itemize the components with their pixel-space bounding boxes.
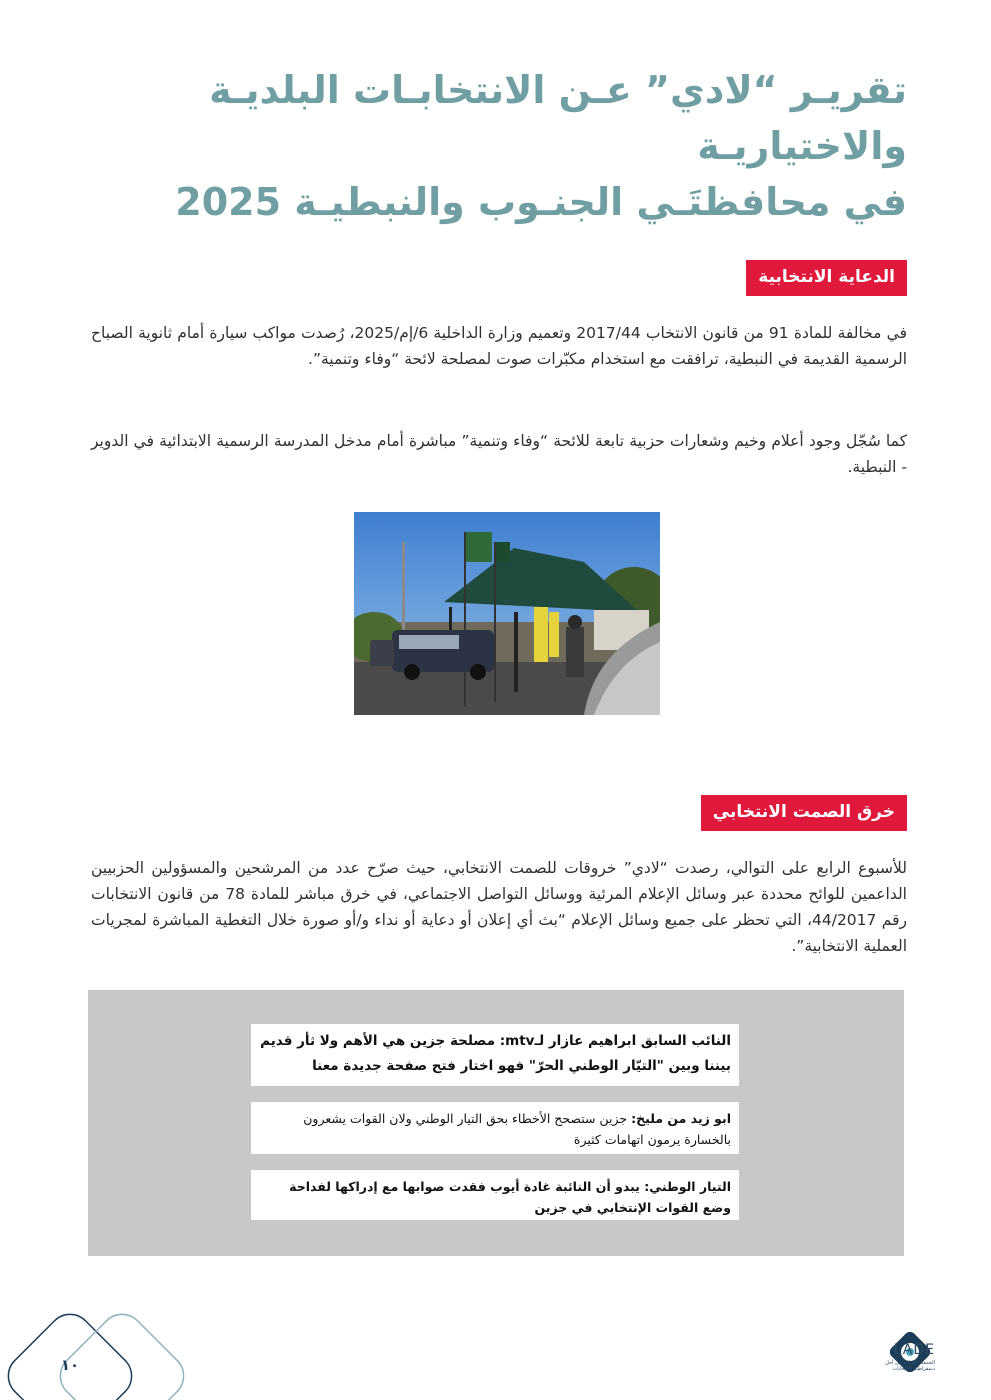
title-line-2: في محافظتَـي الجنـوب والنبطيـة 2025 <box>175 180 907 224</box>
title-line-1: تقريـر “لادي” عـن الانتخابـات البلديـة والاختياريـة <box>209 68 907 168</box>
section-tag-electoral-campaigning: الدعاية الانتخابية <box>746 260 907 296</box>
headline-abu-zeid-lead: ابو زيد من مليخ: <box>631 1111 731 1126</box>
section-tag-silence-violation: خرق الصمت الانتخابي <box>701 795 907 831</box>
paragraph-flags-tents: كما سُجّل وجود أعلام وخيم وشعارات حزبية تابعة للائحة “وفاء وتنمية” مباشرة أمام مدخل المدرسة الرسمية الابتدائية في الدوير - النبطية. <box>91 432 907 476</box>
decorative-diamonds-icon <box>0 1290 200 1400</box>
logo-subtitle: الجمعية اللبنانية من أجل ديمقراطية الانتخابات <box>885 1360 935 1372</box>
headline-azar: النائب السابق ابراهيم عازار لـmtv: مصلحة جزين هي الأهم ولا ثأر قديم بيننا وبين "التيّار الوطني الحرّ" فهو اختار فتح صفحة جديدة معنا <box>251 1024 739 1086</box>
headline-tayyar: التيار الوطني: يبدو أن النائبة غادة أيوب فقدت صوابها مع إدراكها لفداحة وضع القوات الإنتخابي في جزين <box>251 1170 739 1220</box>
paragraph-silence-violations: للأسبوع الرابع على التوالي، رصدت “لادي” خروقات للصمت الانتخابي، حيث صرّح عدد من المرشحين والمسؤولين الحزبيين الداعمين للوائح محددة عبر وسائل الإعلام المرئية ووسائل التواصل الاجتماعي، في خرق مباشر للمادة 78 من قانون الانتخابات رقم 44/2017، التي تحظر على جميع وسائل الإعلام “بث أي إعلان أو دعاية أو نداء و/أو صورة خلال التغطية المباشرة لمجريات العملية الانتخابية”. <box>91 859 907 955</box>
page-number: ١٠ <box>60 1356 80 1374</box>
headline-abu-zeid-rest: جزين ستصحح الأخطاء بحق التيار الوطني ولان القوات يشعرون بالخسارة يرمون اتهامات كثيرة <box>303 1111 731 1147</box>
news-headlines-box <box>88 990 904 1256</box>
headline-abu-zeid <box>251 1102 739 1154</box>
paragraph-convoys: في مخالفة للمادة 91 من قانون الانتخاب 2017/44 وتعميم وزارة الداخلية 6/إم/2025، رُصدت مواكب سيارة أمام ثانوية الصباح الرسمية القديمة في النبطية، ترافقت مع استخدام مكبّرات صوت لمصلحة لائحة “وفاء وتنمية”. <box>91 324 908 368</box>
photo-tent-flags <box>354 512 660 715</box>
page-title <box>77 62 907 230</box>
logo-text: LADE <box>893 1342 935 1358</box>
